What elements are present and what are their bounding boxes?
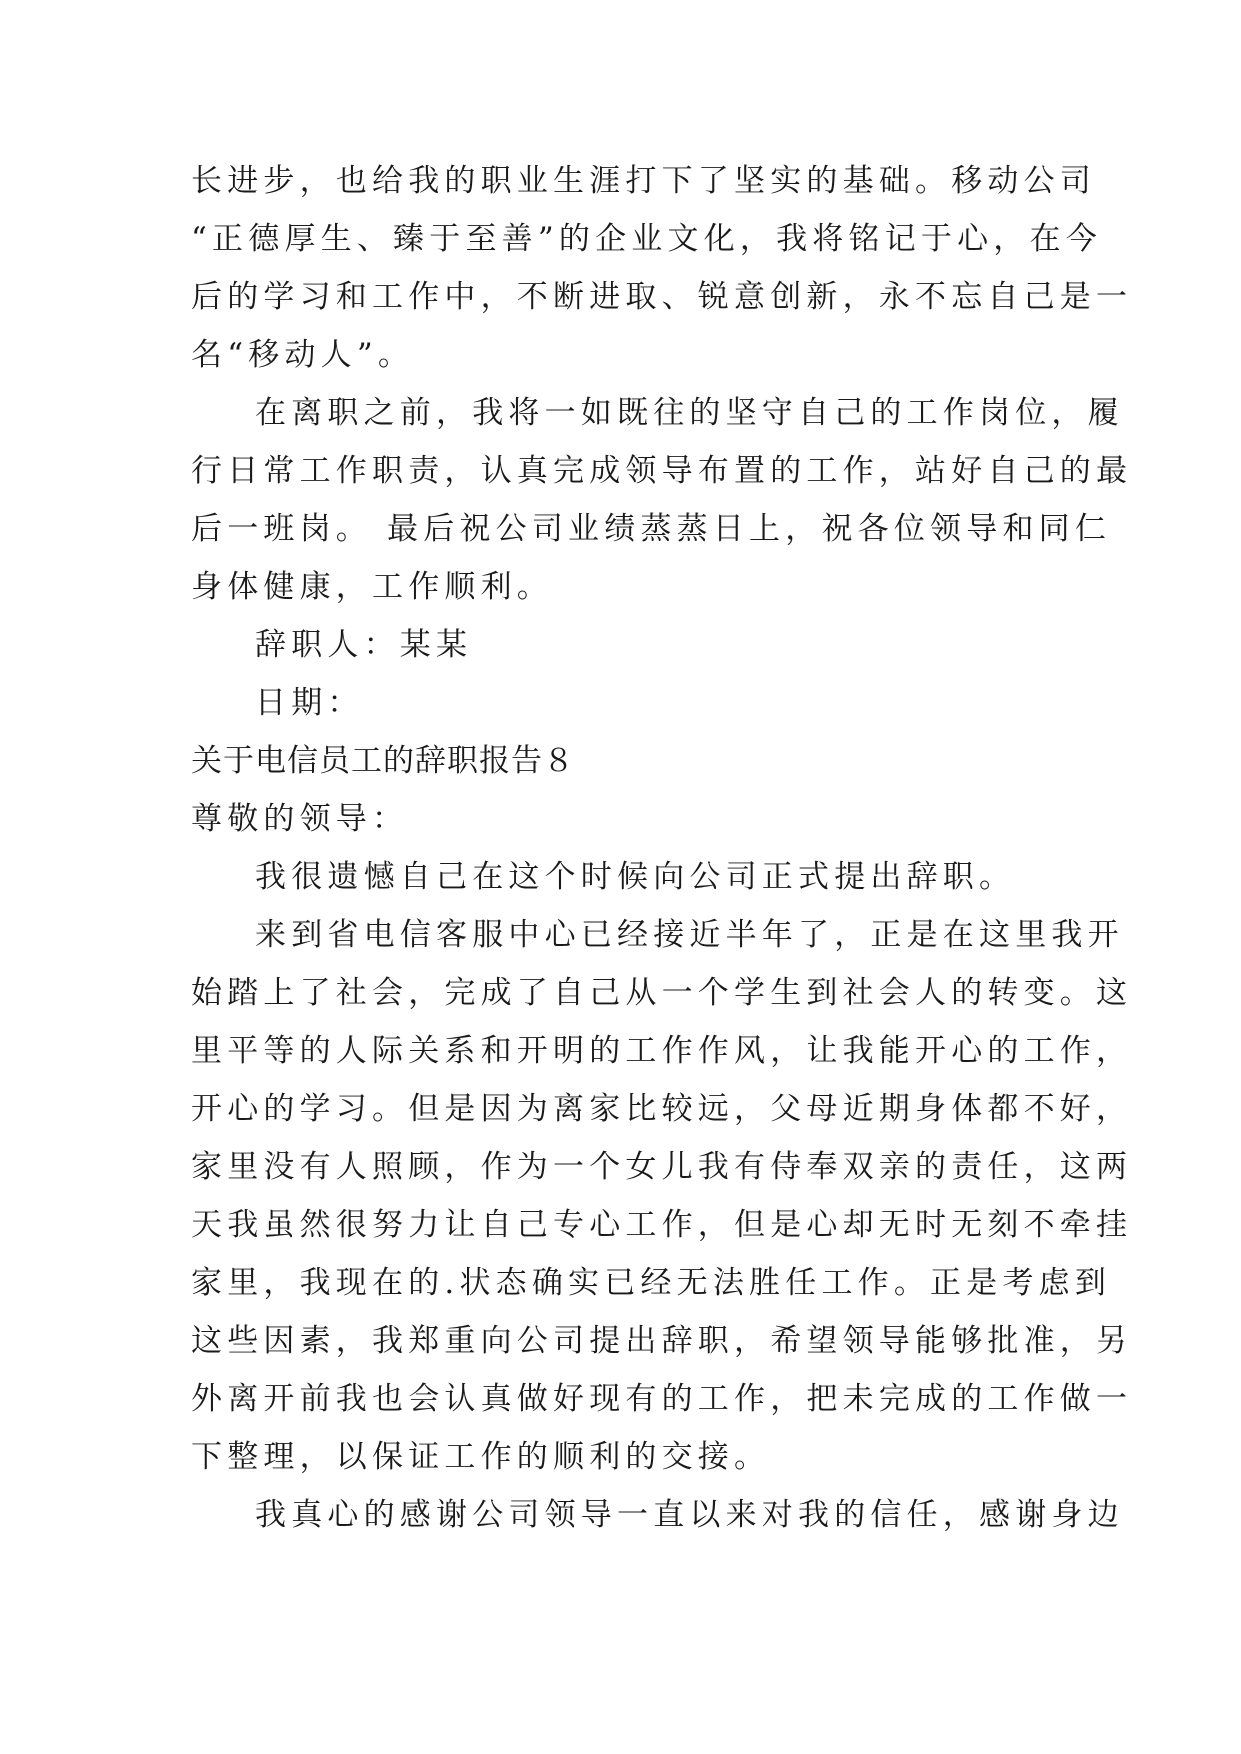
text-line: 始踏上了社会，完成了自己从一个学生到社会人的转变。这 <box>191 975 1133 1011</box>
text-line: 我真心的感谢公司领导一直以来对我的信任，感谢身边 <box>255 1497 1124 1533</box>
paragraph <box>191 848 1061 906</box>
text-line: 行日常工作职责，认真完成领导布置的工作，站好自己的最 <box>191 453 1133 489</box>
text-line: 里平等的人际关系和开明的工作作风，让我能开心的工作， <box>191 1033 1133 1069</box>
text-line: 开心的学习。但是因为离家比较远，父母近期身体都不好， <box>191 1091 1133 1127</box>
text-line: 在离职之前，我将一如既往的坚守自己的工作岗位，履 <box>255 395 1124 431</box>
text-line: 日期： <box>255 685 364 721</box>
text-line: 身体健康，工作顺利。 <box>191 569 553 605</box>
section-heading <box>191 732 1061 790</box>
date-line <box>191 674 1061 732</box>
signature-line <box>191 616 1061 674</box>
text-line: 长进步，也给我的职业生涯打下了坚实的基础。移动公司 <box>191 163 1096 199</box>
text-line: 下整理，以保证工作的顺利的交接。 <box>191 1439 771 1475</box>
text-line: 天我虽然很努力让自己专心工作，但是心却无时无刻不牵挂 <box>191 1207 1133 1243</box>
text-line: “正德厚生、臻于至善”的企业文化，我将铭记于心，在今 <box>191 221 1102 257</box>
salutation <box>191 790 1061 848</box>
text-line: 辞职人：某某 <box>255 627 473 663</box>
text-line: 我很遗憾自己在这个时候向公司正式提出辞职。 <box>255 859 1016 895</box>
text-line: 外离开前我也会认真做好现有的工作，把未完成的工作做一 <box>191 1381 1133 1417</box>
paragraph <box>191 906 1133 1486</box>
text-line: 后一班岗。 最后祝公司业绩蒸蒸日上，祝各位领导和同仁 <box>191 511 1112 547</box>
text-line: 家里没有人照顾，作为一个女儿我有侍奉双亲的责任，这两 <box>191 1149 1133 1185</box>
text-line: 这些因素，我郑重向公司提出辞职，希望领导能够批准，另 <box>191 1323 1133 1359</box>
paragraph <box>191 384 1133 616</box>
document-page <box>191 152 1133 1544</box>
text-line: 尊敬的领导： <box>191 801 409 837</box>
text-line: 后的学习和工作中，不断进取、锐意创新，永不忘自己是一 <box>191 279 1133 315</box>
heading-text: 关于电信员工的辞职报告８ <box>191 743 575 779</box>
text-line: 来到省电信客服中心已经接近半年了，正是在这里我开 <box>255 917 1124 953</box>
paragraph <box>191 1486 1124 1544</box>
text-line: 家里，我现在的.状态确实已经无法胜任工作。正是考虑到 <box>191 1265 1112 1301</box>
text-line: 名“移动人”。 <box>191 337 415 373</box>
paragraph-continued <box>191 152 1133 384</box>
